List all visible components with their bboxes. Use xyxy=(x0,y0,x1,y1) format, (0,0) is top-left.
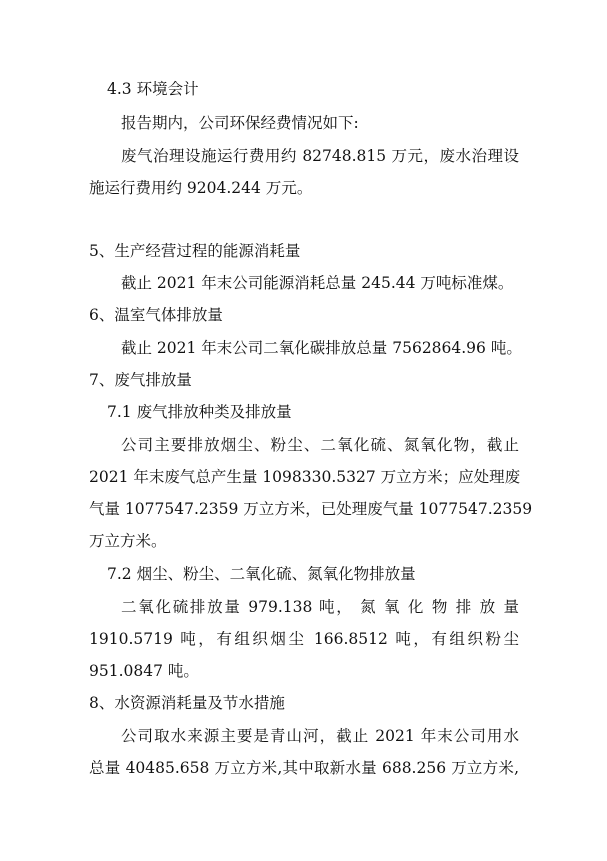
section-7-1-line-4: 万立方米。 xyxy=(89,532,167,550)
section-7-heading: 7、废气排放量 xyxy=(89,371,192,389)
section-7-1-heading: 7.1 废气排放种类及排放量 xyxy=(107,403,292,421)
section-7-1-line-3: 气量 1077547.2359 万立方米，已处理废气量 1077547.2359 xyxy=(89,500,533,518)
section-4-3-body-line-1: 废气治理设施运行费用约 82748.815 万元，废水治理设 xyxy=(121,147,519,165)
section-4-3-heading: 4.3 环境会计 xyxy=(107,80,199,98)
section-5-body: 截止 2021 年末公司能源消耗总量 245.44 万吨标准煤。 xyxy=(121,274,514,292)
section-7-2-line-1: 二氧化硫排放量 979.138 吨， 氮 氧 化 物 排 放 量 xyxy=(121,598,519,616)
section-7-2-line-2: 1910.5719 吨，有组织烟尘 166.8512 吨，有组织粉尘 xyxy=(89,630,519,648)
section-6-body: 截止 2021 年末公司二氧化碳排放总量 7562864.96 吨。 xyxy=(121,339,522,357)
section-7-1-line-1: 公司主要排放烟尘、粉尘、二氧化硫、氮氧化物，截止 xyxy=(121,436,519,454)
section-7-2-heading: 7.2 烟尘、粉尘、二氧化硫、氮氧化物排放量 xyxy=(107,565,416,583)
section-8-line-2: 总量 40485.658 万立方米,其中取新水量 688.256 万立方米, xyxy=(89,759,519,777)
section-5-heading: 5、生产经营过程的能源消耗量 xyxy=(89,242,301,260)
section-8-heading: 8、水资源消耗量及节水措施 xyxy=(89,694,285,712)
section-7-2-line-3: 951.0847 吨。 xyxy=(89,662,199,680)
section-6-heading: 6、温室气体排放量 xyxy=(89,306,223,324)
section-8-line-1: 公司取水来源主要是青山河，截止 2021 年末公司用水 xyxy=(121,727,519,745)
section-7-1-line-2: 2021 年末废气总产生量 1098330.5327 万立方米；应处理废 xyxy=(89,468,521,486)
section-4-3-body-line-2: 施运行费用约 9204.244 万元。 xyxy=(89,179,313,197)
section-4-3-intro: 报告期内，公司环保经费情况如下: xyxy=(121,114,359,132)
